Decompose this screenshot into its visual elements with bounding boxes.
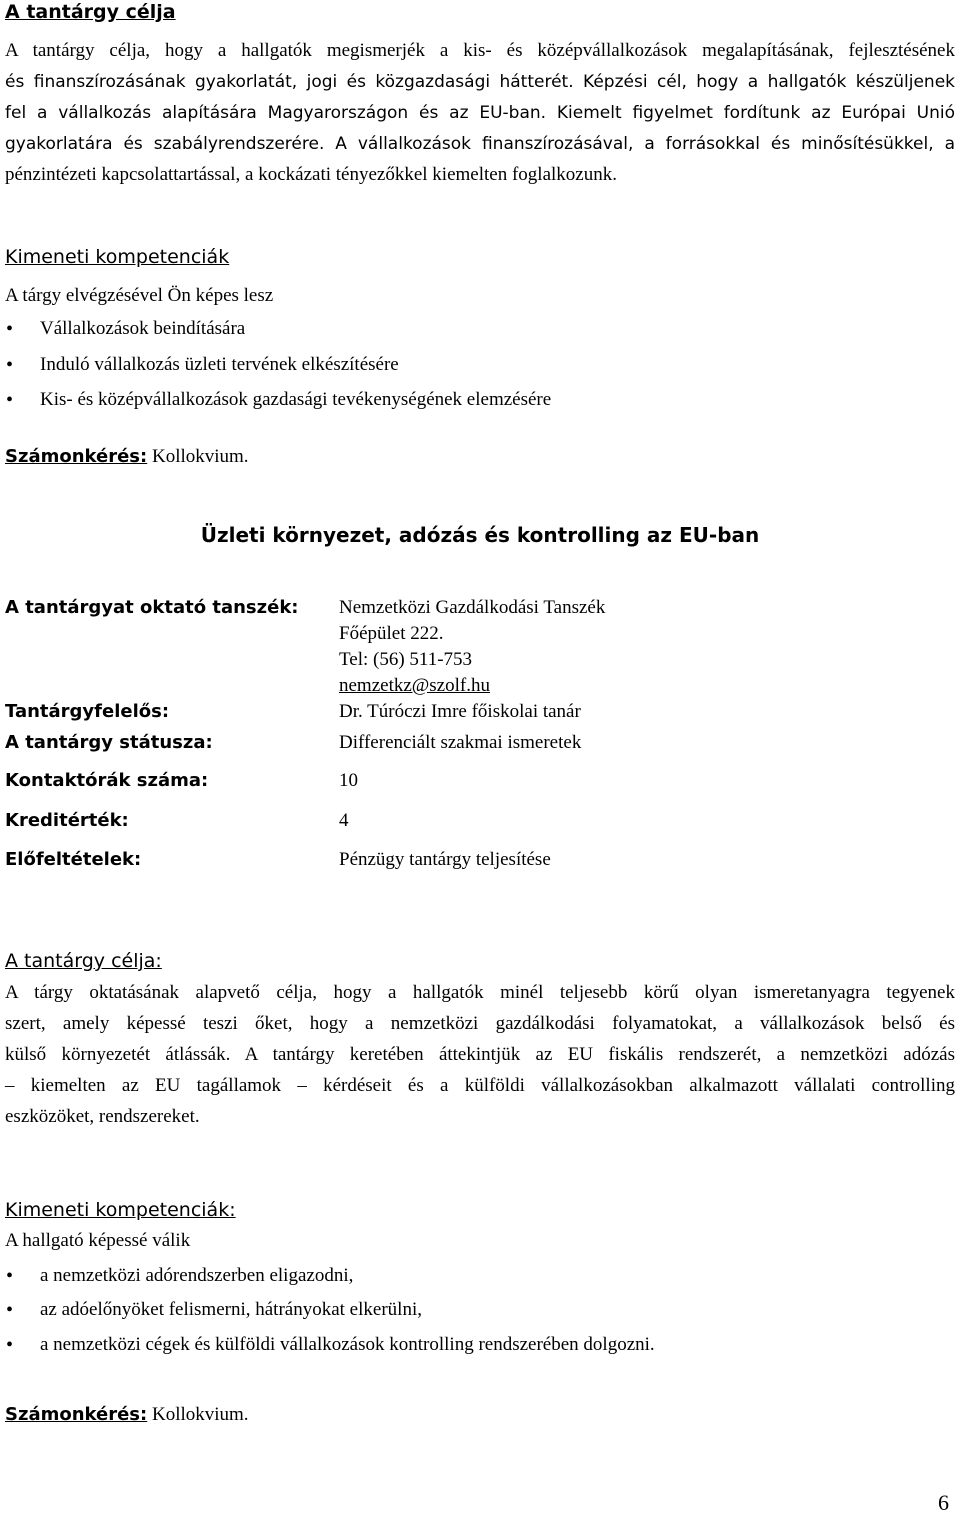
section2-exam-label: Számonkérés: (5, 1404, 148, 1425)
section2-heading: A tantárgy célja: (5, 950, 162, 972)
prereq-label: Előfeltételek: (5, 849, 142, 870)
section2-paragraph-line-4: – kiemelten az EU tagállamok – kérdéseit és a külföldi vállalkozásokban alkalmazott vállalati controlling (5, 1075, 955, 1096)
status-label: A tantárgy státusza: (5, 732, 213, 753)
section1-exam (5, 446, 249, 468)
section2-competencies-intro: A hallgató képessé válik (5, 1230, 191, 1251)
section2-exam-value: Kollokvium. (147, 1404, 249, 1425)
section1-paragraph-line-4: gyakorlatára és szabályrendszerére. A vállalkozások finanszírozásával, a forrásokkal és minősítésükkel, a (5, 134, 955, 154)
bullet-icon: • (6, 354, 14, 376)
section1-competencies-intro: A tárgy elvégzésével Ön képes lesz (5, 285, 274, 306)
status-value: Differenciált szakmai ismeretek (339, 732, 582, 753)
section1-exam-value: Kollokvium. (147, 446, 249, 467)
section1-heading: A tantárgy célja (5, 1, 176, 23)
section2-bullet-1: a nemzetközi adórendszerben eligazodni, (40, 1265, 354, 1286)
section1-paragraph-line-1: A tantárgy célja, hogy a hallgatók megismerjék a kis- és középvállalkozások megalapításának, fejlesztésének (5, 40, 955, 61)
dept-label: A tantárgyat oktató tanszék: (5, 597, 299, 618)
bullet-icon: • (6, 318, 14, 340)
bullet-icon: • (6, 1334, 14, 1356)
section1-bullet-2: Induló vállalkozás üzleti tervének elkészítésére (40, 354, 399, 375)
responsible-value: Dr. Túróczi Imre főiskolai tanár (339, 701, 581, 722)
section1-bullet-1: Vállalkozások beindítására (40, 318, 246, 339)
dept-email-link[interactable]: nemzetkz@szolf.hu (339, 675, 490, 696)
section2-bullet-3: a nemzetközi cégek és külföldi vállalkozások kontrolling rendszerében dolgozni. (40, 1334, 655, 1355)
section1-bullet-3: Kis- és középvállalkozások gazdasági tevékenységének elemzésére (40, 389, 552, 410)
section1-paragraph-line-3: fel a vállalkozás alapítására Magyarországon és az EU-ban. Kiemelt figyelmet fordítunk az Európai Unió (5, 103, 955, 123)
section2-bullet-2: az adóelőnyöket felismerni, hátrányokat elkerülni, (40, 1299, 422, 1320)
dept-line-1: Nemzetközi Gazdálkodási Tanszék (339, 597, 606, 618)
dept-line-3: Tel: (56) 511-753 (339, 649, 473, 670)
section1-paragraph-line-5: pénzintézeti kapcsolattartással, a kockázati tényezőkkel kiemelten foglalkozunk. (5, 164, 617, 185)
section1-exam-label: Számonkérés: (5, 446, 148, 467)
responsible-label: Tantárgyfelelős: (5, 701, 170, 722)
section1-paragraph-line-2: és finanszírozásának gyakorlatát, jogi és közgazdasági hátterét. Képzési cél, hogy a hallgatók készüljenek (5, 72, 955, 92)
section1-competencies-heading: Kimeneti kompetenciák (5, 246, 230, 268)
page-number: 6 (938, 1490, 949, 1515)
section2-paragraph-line-3: külső környezetét átlássák. A tantárgy keretében áttekintjük az EU fiskális rendszerét, a nemzetközi adózás (5, 1044, 955, 1065)
bullet-icon: • (6, 1299, 14, 1321)
section2-paragraph-line-2: szert, amely képessé teszi őket, hogy a nemzetközi gazdálkodási folyamatokat, a vállalkozások belső és (5, 1013, 955, 1034)
course-title: Üzleti környezet, adózás és kontrolling az EU-ban (200, 523, 760, 547)
section2-paragraph-line-5: eszközöket, rendszereket. (5, 1106, 200, 1127)
hours-value: 10 (339, 770, 358, 791)
dept-line-2: Főépület 222. (339, 623, 444, 644)
section2-exam (5, 1404, 249, 1426)
credit-value: 4 (339, 810, 349, 831)
section2-paragraph-line-1: A tárgy oktatásának alapvető célja, hogy a hallgatók minél teljesebb körű olyan ismeretanyagra tegyenek (5, 982, 955, 1003)
hours-label: Kontaktórák száma: (5, 770, 209, 791)
credit-label: Kreditérték: (5, 810, 129, 831)
bullet-icon: • (6, 1265, 14, 1287)
prereq-value: Pénzügy tantárgy teljesítése (339, 849, 551, 870)
section2-competencies-heading: Kimeneti kompetenciák: (5, 1199, 236, 1221)
bullet-icon: • (6, 389, 14, 411)
